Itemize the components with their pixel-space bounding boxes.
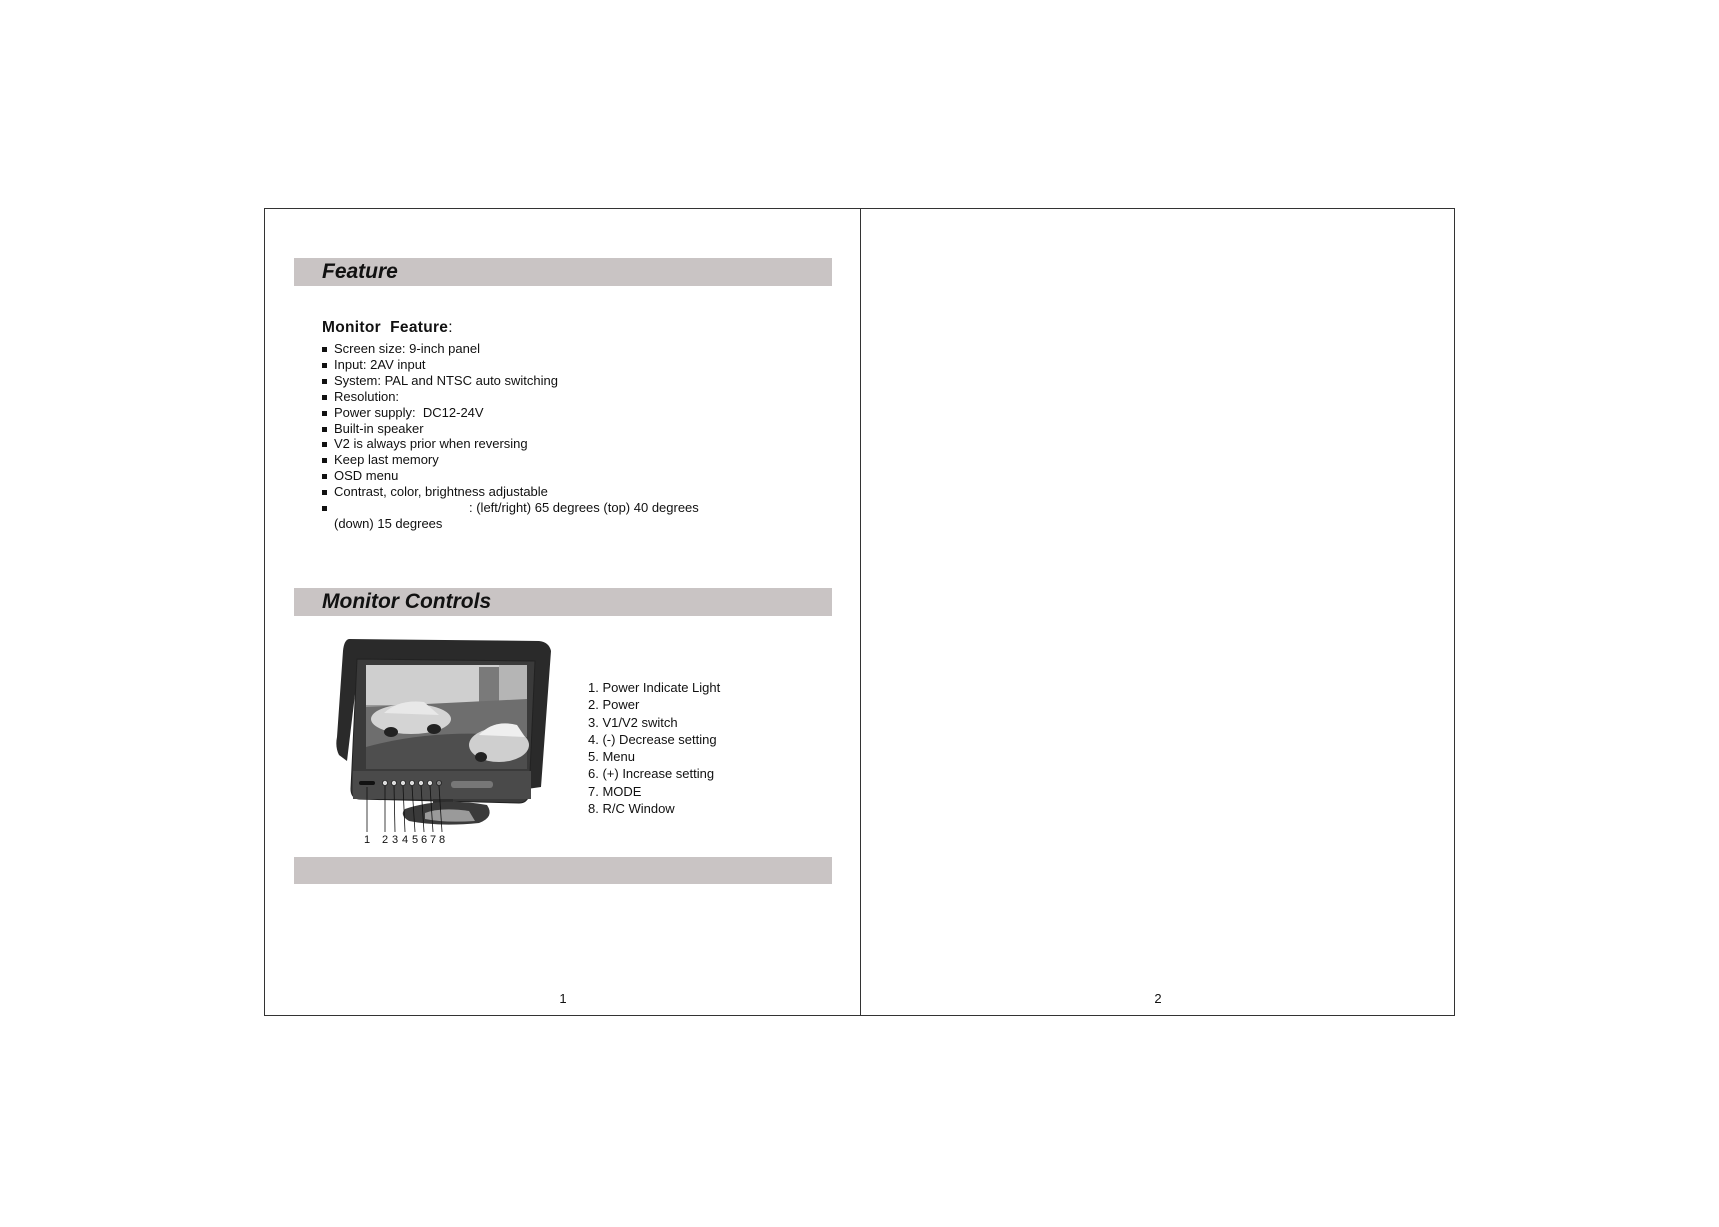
feature-item-viewing-angle bbox=[322, 500, 699, 516]
feature-item: OSD menu bbox=[322, 468, 699, 484]
page-left bbox=[265, 209, 860, 1015]
control-item: 1. Power Indicate Light bbox=[588, 680, 721, 695]
callout-number: 8 bbox=[438, 834, 446, 845]
feature-item: Input: 2AV input bbox=[322, 357, 699, 373]
power-indicator-light bbox=[359, 781, 375, 785]
control-button bbox=[383, 781, 388, 786]
control-button bbox=[401, 781, 406, 786]
control-item: 2. Power bbox=[588, 697, 640, 713]
control-button bbox=[392, 781, 397, 786]
monitor-feature-heading-colon: : bbox=[448, 319, 453, 336]
callout-number: 1 bbox=[363, 834, 371, 845]
feature-list bbox=[322, 341, 699, 532]
feature-item: Keep last memory bbox=[322, 452, 699, 468]
callout-number: 2 bbox=[381, 834, 389, 845]
brand-plate bbox=[451, 781, 493, 788]
controls-section-bar bbox=[294, 588, 832, 616]
feature-item: Built-in speaker bbox=[322, 421, 699, 437]
feature-item: Power supply: DC12-24V bbox=[322, 405, 699, 421]
feature-item: Screen size: 9-inch panel bbox=[322, 341, 699, 357]
feature-item: Contrast, color, brightness adjustable bbox=[322, 484, 699, 500]
callout-number: 7 bbox=[429, 834, 437, 845]
page-right bbox=[861, 209, 1455, 1015]
feature-section-bar bbox=[294, 258, 832, 286]
callout-number: 6 bbox=[420, 834, 428, 845]
control-item: 8. R/C Window bbox=[588, 801, 675, 817]
control-button bbox=[428, 781, 433, 786]
callout-number: 4 bbox=[401, 834, 409, 845]
control-button bbox=[419, 781, 424, 786]
page-number-right: 2 bbox=[1154, 991, 1162, 1006]
feature-item: Resolution: bbox=[322, 389, 699, 405]
monitor-feature-heading bbox=[322, 319, 453, 337]
empty-section-bar bbox=[294, 857, 832, 884]
callout-number: 5 bbox=[411, 834, 419, 845]
rc-window bbox=[437, 781, 442, 786]
feature-item: System: PAL and NTSC auto switching bbox=[322, 373, 699, 389]
control-item: 6. (+) Increase setting bbox=[588, 766, 715, 782]
monitor-illustration bbox=[329, 637, 559, 845]
page-number-left: 1 bbox=[559, 991, 567, 1006]
monitor-feature-heading-text: Monitor Feature bbox=[322, 319, 449, 336]
control-item: 7. MODE bbox=[588, 783, 642, 799]
control-item: 5. Menu bbox=[588, 749, 635, 765]
control-item: 3. V1/V2 switch bbox=[588, 714, 678, 730]
feature-section-title: Feature bbox=[322, 260, 398, 283]
feature-item-viewing-angle-cont: (down) 15 degrees bbox=[334, 515, 443, 531]
controls-section-title: Monitor Controls bbox=[322, 590, 492, 613]
manual-spread bbox=[264, 208, 1455, 1016]
controls-list bbox=[588, 679, 720, 817]
feature-item: V2 is always prior when reversing bbox=[322, 436, 699, 452]
viewing-angle-text: : (left/right) 65 degrees (top) 40 degrees bbox=[469, 500, 699, 516]
control-item: 4. (-) Decrease setting bbox=[588, 731, 717, 747]
callout-number: 3 bbox=[391, 834, 399, 845]
control-button bbox=[410, 781, 415, 786]
